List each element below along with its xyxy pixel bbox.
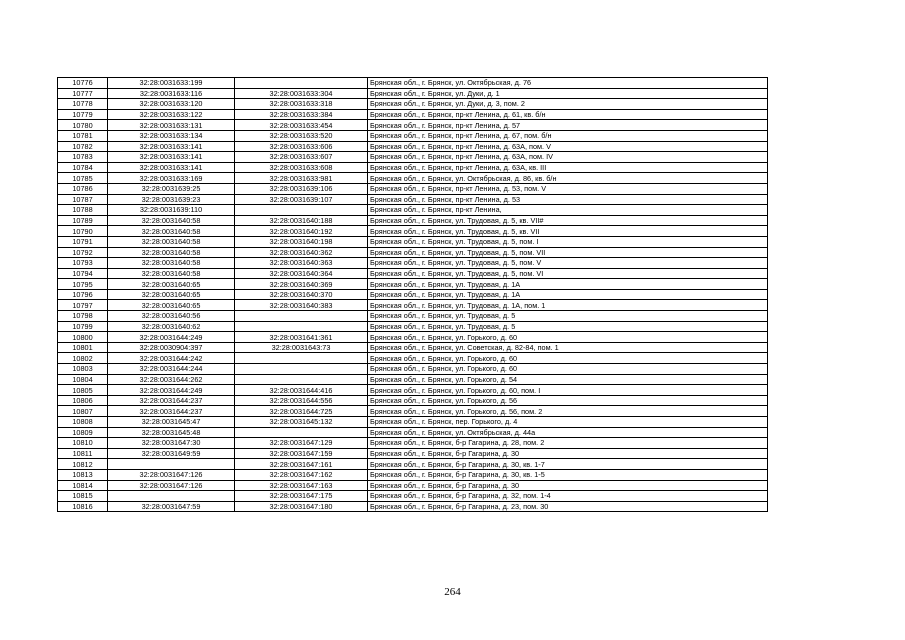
land-cadastral-number-cell: 32:28:0031633:116 xyxy=(108,88,235,99)
table-row xyxy=(58,183,768,194)
address-cell: Брянская обл., г. Брянск, ул. Трудовая, д. 1А xyxy=(368,289,768,300)
object-cadastral-number-cell xyxy=(235,311,368,322)
address-cell: Брянская обл., г. Брянск, ул. Трудовая, д. 1А xyxy=(368,279,768,290)
object-cadastral-number-cell: 32:28:0031633:304 xyxy=(235,88,368,99)
object-cadastral-number-cell: 32:28:0031633:318 xyxy=(235,99,368,110)
object-cadastral-number-cell xyxy=(235,78,368,89)
land-cadastral-number-cell: 32:28:0031633:134 xyxy=(108,130,235,141)
land-cadastral-number-cell: 32:28:0031633:141 xyxy=(108,162,235,173)
table-row xyxy=(58,120,768,131)
row-number-cell: 10794 xyxy=(58,268,108,279)
row-number-cell: 10811 xyxy=(58,448,108,459)
address-cell: Брянская обл., г. Брянск, ул. Октябрьская, д. 86, кв. б/н xyxy=(368,173,768,184)
land-cadastral-number-cell: 32:28:0031644:249 xyxy=(108,385,235,396)
land-cadastral-number-cell: 32:28:0031633:131 xyxy=(108,120,235,131)
object-cadastral-number-cell: 32:28:0031641:361 xyxy=(235,332,368,343)
table-row xyxy=(58,501,768,512)
row-number-cell: 10803 xyxy=(58,364,108,375)
row-number-cell: 10815 xyxy=(58,491,108,502)
table-row xyxy=(58,215,768,226)
address-cell: Брянская обл., г. Брянск, ул. Трудовая, д. 5, пом. V xyxy=(368,258,768,269)
land-cadastral-number-cell: 32:28:0031640:58 xyxy=(108,268,235,279)
address-cell: Брянская обл., г. Брянск, пр-кт Ленина, xyxy=(368,205,768,216)
object-cadastral-number-cell: 32:28:0031647:180 xyxy=(235,501,368,512)
row-number-cell: 10807 xyxy=(58,406,108,417)
object-cadastral-number-cell: 32:28:0031643:73 xyxy=(235,342,368,353)
address-cell: Брянская обл., г. Брянск, б-р Гагарина, д. 32, пом. 1-4 xyxy=(368,491,768,502)
row-number-cell: 10778 xyxy=(58,99,108,110)
row-number-cell: 10781 xyxy=(58,130,108,141)
object-cadastral-number-cell: 32:28:0031647:159 xyxy=(235,448,368,459)
object-cadastral-number-cell xyxy=(235,321,368,332)
address-cell: Брянская обл., г. Брянск, ул. Горького, д. 60 xyxy=(368,364,768,375)
address-cell: Брянская обл., г. Брянск, б-р Гагарина, д. 30 xyxy=(368,448,768,459)
address-cell: Брянская обл., г. Брянск, ул. Горького, д. 56 xyxy=(368,395,768,406)
object-cadastral-number-cell: 32:28:0031647:161 xyxy=(235,459,368,470)
row-number-cell: 10782 xyxy=(58,141,108,152)
address-cell: Брянская обл., г. Брянск, ул. Горького, д. 60, пом. I xyxy=(368,385,768,396)
land-cadastral-number-cell: 32:28:0031633:122 xyxy=(108,109,235,120)
table-row xyxy=(58,162,768,173)
address-cell: Брянская обл., г. Брянск, пр-кт Ленина, д. 63А, пом. V xyxy=(368,141,768,152)
land-cadastral-number-cell: 32:28:0031640:58 xyxy=(108,226,235,237)
row-number-cell: 10798 xyxy=(58,311,108,322)
land-cadastral-number-cell: 32:28:0031647:59 xyxy=(108,501,235,512)
address-cell: Брянская обл., г. Брянск, б-р Гагарина, д. 30 xyxy=(368,480,768,491)
land-cadastral-number-cell: 32:28:0031640:58 xyxy=(108,258,235,269)
table-row xyxy=(58,374,768,385)
row-number-cell: 10792 xyxy=(58,247,108,258)
address-cell: Брянская обл., г. Брянск, пр-кт Ленина, д. 63А, пом. IV xyxy=(368,152,768,163)
land-cadastral-number-cell: 32:28:0031645:48 xyxy=(108,427,235,438)
table-row xyxy=(58,311,768,322)
object-cadastral-number-cell xyxy=(235,205,368,216)
land-cadastral-number-cell: 32:28:0031639:25 xyxy=(108,183,235,194)
address-cell: Брянская обл., г. Брянск, ул. Советская, д. 82-84, пом. 1 xyxy=(368,342,768,353)
land-cadastral-number-cell: 32:28:0031644:237 xyxy=(108,406,235,417)
table-row xyxy=(58,469,768,480)
table-row xyxy=(58,152,768,163)
land-cadastral-number-cell: 32:28:0031640:65 xyxy=(108,289,235,300)
table-row xyxy=(58,268,768,279)
table-row xyxy=(58,247,768,258)
object-cadastral-number-cell: 32:28:0031647:162 xyxy=(235,469,368,480)
address-cell: Брянская обл., г. Брянск, ул. Трудовая, д. 5, пом. VI xyxy=(368,268,768,279)
table-row xyxy=(58,321,768,332)
row-number-cell: 10783 xyxy=(58,152,108,163)
registry-table xyxy=(57,77,768,512)
row-number-cell: 10801 xyxy=(58,342,108,353)
row-number-cell: 10808 xyxy=(58,417,108,428)
table-row xyxy=(58,406,768,417)
land-cadastral-number-cell: 32:28:0031644:237 xyxy=(108,395,235,406)
object-cadastral-number-cell: 32:28:0031640:198 xyxy=(235,236,368,247)
land-cadastral-number-cell: 32:28:0031645:47 xyxy=(108,417,235,428)
object-cadastral-number-cell: 32:28:0031647:175 xyxy=(235,491,368,502)
table-row xyxy=(58,353,768,364)
table-row xyxy=(58,99,768,110)
row-number-cell: 10789 xyxy=(58,215,108,226)
object-cadastral-number-cell: 32:28:0031633:606 xyxy=(235,141,368,152)
table-row xyxy=(58,364,768,375)
row-number-cell: 10814 xyxy=(58,480,108,491)
address-cell: Брянская обл., г. Брянск, ул. Дуки, д. 1 xyxy=(368,88,768,99)
land-cadastral-number-cell: 32:28:0031640:56 xyxy=(108,311,235,322)
row-number-cell: 10790 xyxy=(58,226,108,237)
address-cell: Брянская обл., г. Брянск, пр-кт Ленина, д. 53 xyxy=(368,194,768,205)
table-row xyxy=(58,194,768,205)
land-cadastral-number-cell: 32:28:0031644:244 xyxy=(108,364,235,375)
row-number-cell: 10795 xyxy=(58,279,108,290)
table-row xyxy=(58,417,768,428)
row-number-cell: 10805 xyxy=(58,385,108,396)
object-cadastral-number-cell xyxy=(235,427,368,438)
table-row xyxy=(58,258,768,269)
address-cell: Брянская обл., г. Брянск, б-р Гагарина, д. 30, кв. 1-5 xyxy=(368,469,768,480)
row-number-cell: 10804 xyxy=(58,374,108,385)
row-number-cell: 10797 xyxy=(58,300,108,311)
row-number-cell: 10816 xyxy=(58,501,108,512)
address-cell: Брянская обл., г. Брянск, б-р Гагарина, д. 23, пом. 30 xyxy=(368,501,768,512)
address-cell: Брянская обл., г. Брянск, ул. Трудовая, д. 5, кв. VII# xyxy=(368,215,768,226)
object-cadastral-number-cell: 32:28:0031647:129 xyxy=(235,438,368,449)
object-cadastral-number-cell: 32:28:0031633:981 xyxy=(235,173,368,184)
object-cadastral-number-cell: 32:28:0031633:520 xyxy=(235,130,368,141)
object-cadastral-number-cell: 32:28:0031640:192 xyxy=(235,226,368,237)
address-cell: Брянская обл., г. Брянск, пр-кт Ленина, д. 63А, кв. III xyxy=(368,162,768,173)
registry-table-body xyxy=(58,78,768,512)
table-row xyxy=(58,332,768,343)
land-cadastral-number-cell: 32:28:0031640:58 xyxy=(108,236,235,247)
object-cadastral-number-cell xyxy=(235,353,368,364)
object-cadastral-number-cell: 32:28:0031640:363 xyxy=(235,258,368,269)
land-cadastral-number-cell: 32:28:0031639:23 xyxy=(108,194,235,205)
address-cell: Брянская обл., г. Брянск, ул. Трудовая, д. 5, пом. VII xyxy=(368,247,768,258)
table-row xyxy=(58,173,768,184)
address-cell: Брянская обл., г. Брянск, ул. Горького, д. 60 xyxy=(368,353,768,364)
object-cadastral-number-cell xyxy=(235,364,368,375)
row-number-cell: 10787 xyxy=(58,194,108,205)
object-cadastral-number-cell xyxy=(235,374,368,385)
land-cadastral-number-cell: 32:28:0031649:59 xyxy=(108,448,235,459)
address-cell: Брянская обл., г. Брянск, ул. Октябрьская, д. 76 xyxy=(368,78,768,89)
land-cadastral-number-cell: 32:28:0031640:58 xyxy=(108,215,235,226)
address-cell: Брянская обл., г. Брянск, ул. Трудовая, д. 5 xyxy=(368,311,768,322)
object-cadastral-number-cell: 32:28:0031644:556 xyxy=(235,395,368,406)
row-number-cell: 10785 xyxy=(58,173,108,184)
table-row xyxy=(58,342,768,353)
address-cell: Брянская обл., г. Брянск, ул. Трудовая, д. 5, пом. I xyxy=(368,236,768,247)
table-row xyxy=(58,205,768,216)
table-row xyxy=(58,78,768,89)
address-cell: Брянская обл., г. Брянск, ул. Горького, д. 56, пом. 2 xyxy=(368,406,768,417)
address-cell: Брянская обл., г. Брянск, ул. Трудовая, д. 5, кв. VII xyxy=(368,226,768,237)
address-cell: Брянская обл., г. Брянск, б-р Гагарина, д. 28, пом. 2 xyxy=(368,438,768,449)
row-number-cell: 10802 xyxy=(58,353,108,364)
table-row xyxy=(58,130,768,141)
table-row xyxy=(58,459,768,470)
land-cadastral-number-cell: 32:28:0031647:126 xyxy=(108,480,235,491)
row-number-cell: 10776 xyxy=(58,78,108,89)
table-row xyxy=(58,491,768,502)
row-number-cell: 10806 xyxy=(58,395,108,406)
object-cadastral-number-cell: 32:28:0031633:384 xyxy=(235,109,368,120)
table-row xyxy=(58,395,768,406)
address-cell: Брянская обл., г. Брянск, пр-кт Ленина, д. 61, кв. б/н xyxy=(368,109,768,120)
table-row xyxy=(58,226,768,237)
object-cadastral-number-cell: 32:28:0031640:188 xyxy=(235,215,368,226)
land-cadastral-number-cell: 32:28:0031644:242 xyxy=(108,353,235,364)
row-number-cell: 10800 xyxy=(58,332,108,343)
row-number-cell: 10777 xyxy=(58,88,108,99)
object-cadastral-number-cell: 32:28:0031640:362 xyxy=(235,247,368,258)
table-row xyxy=(58,279,768,290)
row-number-cell: 10788 xyxy=(58,205,108,216)
row-number-cell: 10796 xyxy=(58,289,108,300)
table-row xyxy=(58,480,768,491)
address-cell: Брянская обл., г. Брянск, б-р Гагарина, д. 30, кв. 1-7 xyxy=(368,459,768,470)
land-cadastral-number-cell: 32:28:0031647:126 xyxy=(108,469,235,480)
table-row xyxy=(58,300,768,311)
land-cadastral-number-cell: 32:28:0031640:62 xyxy=(108,321,235,332)
table-row xyxy=(58,236,768,247)
row-number-cell: 10809 xyxy=(58,427,108,438)
object-cadastral-number-cell: 32:28:0031640:383 xyxy=(235,300,368,311)
land-cadastral-number-cell: 32:28:0031639:110 xyxy=(108,205,235,216)
land-cadastral-number-cell xyxy=(108,459,235,470)
object-cadastral-number-cell: 32:28:0031633:607 xyxy=(235,152,368,163)
address-cell: Брянская обл., г. Брянск, ул. Трудовая, д. 5 xyxy=(368,321,768,332)
row-number-cell: 10813 xyxy=(58,469,108,480)
page-number: 264 xyxy=(444,586,461,598)
address-cell: Брянская обл., г. Брянск, пр-кт Ленина, д. 53, пом. V xyxy=(368,183,768,194)
land-cadastral-number-cell: 32:28:0031640:65 xyxy=(108,279,235,290)
object-cadastral-number-cell: 32:28:0031633:608 xyxy=(235,162,368,173)
address-cell: Брянская обл., г. Брянск, ул. Октябрьская, д. 44а xyxy=(368,427,768,438)
table-row xyxy=(58,109,768,120)
land-cadastral-number-cell: 32:28:0030904:397 xyxy=(108,342,235,353)
land-cadastral-number-cell: 32:28:0031633:199 xyxy=(108,78,235,89)
row-number-cell: 10780 xyxy=(58,120,108,131)
row-number-cell: 10779 xyxy=(58,109,108,120)
object-cadastral-number-cell: 32:28:0031644:416 xyxy=(235,385,368,396)
address-cell: Брянская обл., г. Брянск, ул. Дуки, д. 3, пом. 2 xyxy=(368,99,768,110)
table-row xyxy=(58,289,768,300)
land-cadastral-number-cell: 32:28:0031644:249 xyxy=(108,332,235,343)
row-number-cell: 10793 xyxy=(58,258,108,269)
land-cadastral-number-cell: 32:28:0031640:65 xyxy=(108,300,235,311)
address-cell: Брянская обл., г. Брянск, пр-кт Ленина, д. 57 xyxy=(368,120,768,131)
row-number-cell: 10791 xyxy=(58,236,108,247)
row-number-cell: 10786 xyxy=(58,183,108,194)
table-row xyxy=(58,88,768,99)
land-cadastral-number-cell: 32:28:0031633:141 xyxy=(108,141,235,152)
row-number-cell: 10784 xyxy=(58,162,108,173)
land-cadastral-number-cell: 32:28:0031633:120 xyxy=(108,99,235,110)
address-cell: Брянская обл., г. Брянск, ул. Трудовая, д. 1А, пом. 1 xyxy=(368,300,768,311)
address-cell: Брянская обл., г. Брянск, ул. Горького, д. 54 xyxy=(368,374,768,385)
row-number-cell: 10812 xyxy=(58,459,108,470)
object-cadastral-number-cell: 32:28:0031639:107 xyxy=(235,194,368,205)
table-row xyxy=(58,141,768,152)
object-cadastral-number-cell: 32:28:0031640:370 xyxy=(235,289,368,300)
land-cadastral-number-cell: 32:28:0031633:169 xyxy=(108,173,235,184)
object-cadastral-number-cell: 32:28:0031644:725 xyxy=(235,406,368,417)
object-cadastral-number-cell: 32:28:0031640:369 xyxy=(235,279,368,290)
object-cadastral-number-cell: 32:28:0031647:163 xyxy=(235,480,368,491)
address-cell: Брянская обл., г. Брянск, пер. Горького, д. 4 xyxy=(368,417,768,428)
row-number-cell: 10799 xyxy=(58,321,108,332)
land-cadastral-number-cell: 32:28:0031647:30 xyxy=(108,438,235,449)
object-cadastral-number-cell: 32:28:0031640:364 xyxy=(235,268,368,279)
row-number-cell: 10810 xyxy=(58,438,108,449)
table-row xyxy=(58,427,768,438)
land-cadastral-number-cell: 32:28:0031633:141 xyxy=(108,152,235,163)
land-cadastral-number-cell xyxy=(108,491,235,502)
address-cell: Брянская обл., г. Брянск, пр-кт Ленина, д. 67, пом. б/н xyxy=(368,130,768,141)
land-cadastral-number-cell: 32:28:0031644:262 xyxy=(108,374,235,385)
table-row xyxy=(58,438,768,449)
object-cadastral-number-cell: 32:28:0031639:106 xyxy=(235,183,368,194)
object-cadastral-number-cell: 32:28:0031645:132 xyxy=(235,417,368,428)
object-cadastral-number-cell: 32:28:0031633:454 xyxy=(235,120,368,131)
address-cell: Брянская обл., г. Брянск, ул. Горького, д. 60 xyxy=(368,332,768,343)
land-cadastral-number-cell: 32:28:0031640:58 xyxy=(108,247,235,258)
table-row xyxy=(58,385,768,396)
table-row xyxy=(58,448,768,459)
